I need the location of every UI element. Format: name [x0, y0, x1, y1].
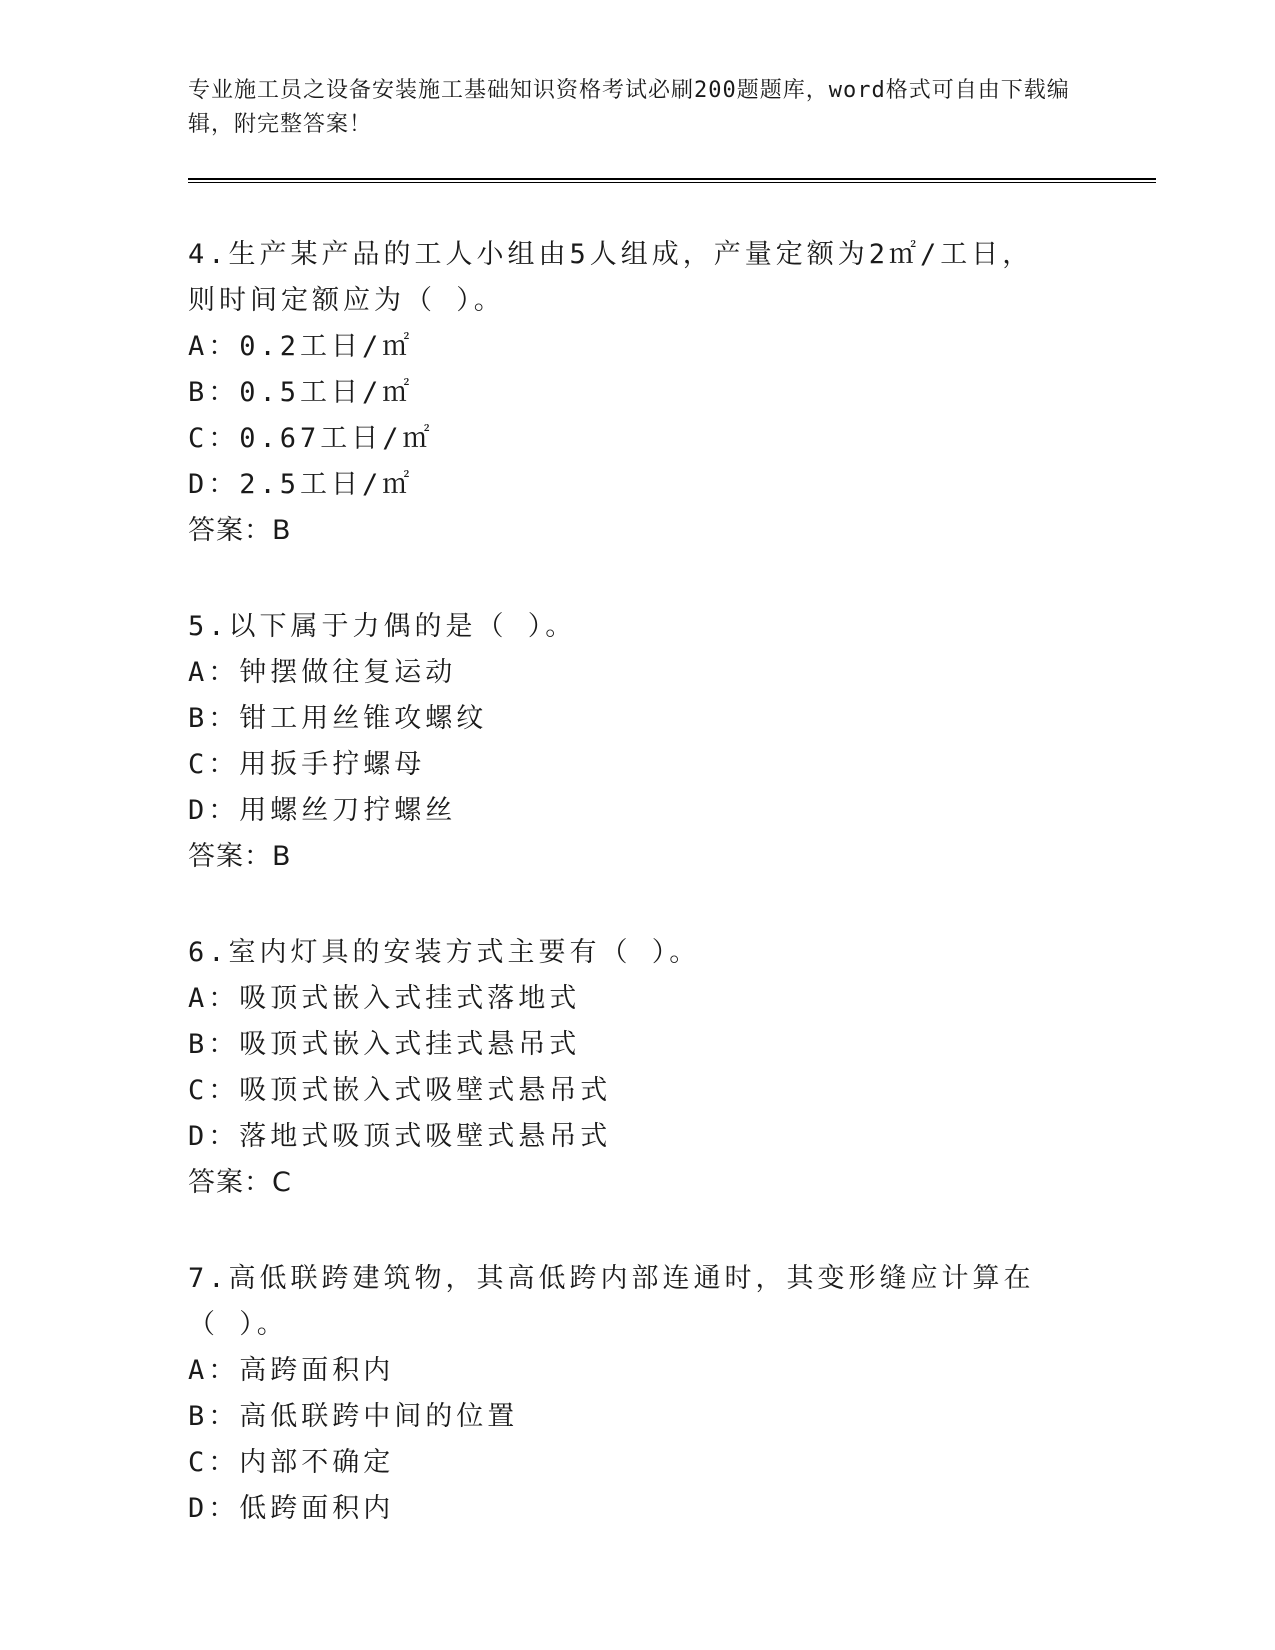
answer-text: 答案：B	[188, 841, 292, 872]
option-c: C：吸顶式嵌入式吸壁式悬吊式	[188, 1075, 612, 1106]
option-b: B：高低联跨中间的位置	[188, 1401, 519, 1432]
question-4	[188, 232, 1156, 554]
question-7	[188, 1256, 1156, 1532]
document-header: 专业施工员之设备安装施工基础知识资格考试必刷200题题库，word格式可自由下载编辑，附完整答案！	[188, 78, 1070, 137]
header-divider	[188, 178, 1156, 183]
question-stem: 6.室内灯具的安装方式主要有（ ）。	[188, 937, 701, 968]
question-stem: 5.以下属于力偶的是（ ）。	[188, 611, 577, 642]
answer-text: 答案：C	[188, 1167, 292, 1198]
option-a: A：钟摆做往复运动	[188, 657, 457, 688]
option-b: B：0.5工日/㎡	[188, 377, 414, 408]
question-5	[188, 604, 1156, 880]
option-d: D：2.5工日/㎡	[188, 469, 414, 500]
option-c: C：内部不确定	[188, 1447, 395, 1478]
option-c: C：0.67工日/㎡	[188, 423, 434, 454]
question-stem: 4.生产某产品的工人小组由5人组成，产量定额为2㎡/工日，则时间定额应为（ ）。	[188, 239, 1034, 316]
answer-text: 答案：B	[188, 515, 292, 546]
option-a: A：0.2工日/㎡	[188, 331, 414, 362]
question-stem: 7.高低联跨建筑物，其高低跨内部连通时，其变形缝应计算在（ ）。	[188, 1263, 1035, 1340]
option-b: B：吸顶式嵌入式挂式悬吊式	[188, 1029, 581, 1060]
option-a: A：吸顶式嵌入式挂式落地式	[188, 983, 581, 1014]
option-d: D：落地式吸顶式吸壁式悬吊式	[188, 1121, 612, 1152]
option-a: A：高跨面积内	[188, 1355, 395, 1386]
option-d: D：用螺丝刀拧螺丝	[188, 795, 457, 826]
option-d: D：低跨面积内	[188, 1493, 395, 1524]
question-list	[188, 232, 1156, 1582]
question-6	[188, 930, 1156, 1206]
option-b: B：钳工用丝锥攻螺纹	[188, 703, 488, 734]
option-c: C：用扳手拧螺母	[188, 749, 426, 780]
